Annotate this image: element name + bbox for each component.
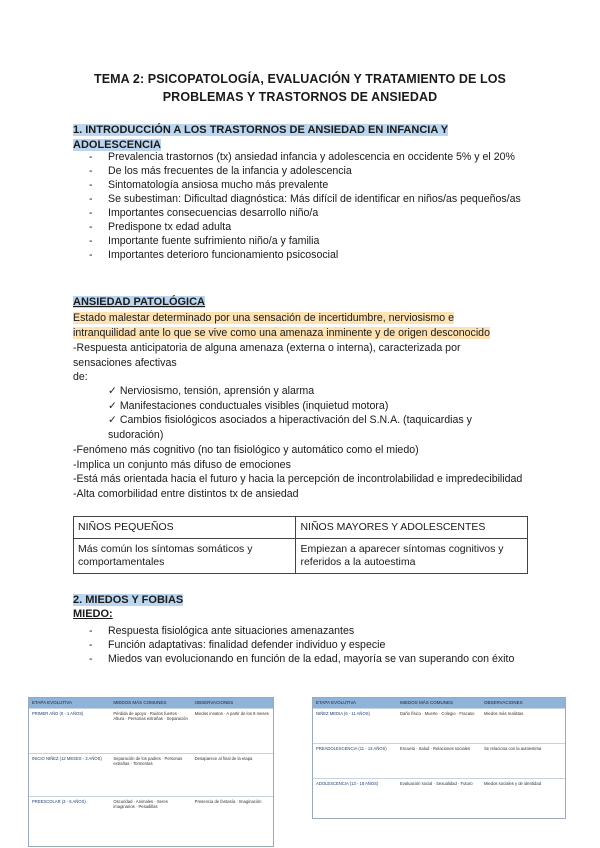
list-item: - Sintomatología ansiosa mucho más prevalente (73, 178, 533, 192)
table-cell: Más común los síntomas somáticos y comportamentales (74, 539, 296, 574)
definition-line-2: intranquilidad ante lo que se vive como una amenaza inminente y de origen desconocido (73, 326, 490, 339)
list-item: - Importantes deterioro funcionamiento psicosocial (73, 248, 533, 262)
thumb-cell: ADOLESCENCIA (13 - 18 AÑOS) (316, 781, 379, 786)
ansiedad-patologica-heading: ANSIEDAD PATOLÓGICA (73, 296, 206, 308)
thumb-cell: PREESCOLAR (3 - 6 AÑOS) (32, 799, 86, 804)
section-1-heading (73, 122, 533, 152)
table-row (29, 796, 273, 847)
list-item: - Respuesta fisiológica ante situaciones amenazantes (73, 624, 533, 638)
miedo-subheading: MIEDO: (73, 608, 113, 620)
thumb-header-cell: OBSERVACIONES (194, 700, 234, 705)
thumb-right-header (313, 698, 565, 708)
section-1-bullet-list (73, 150, 533, 262)
point-item: -Está más orientada hacia el futuro y hacia la percepción de incontrolabilidad e impredecibilidad (73, 473, 523, 485)
table-row (29, 753, 273, 796)
list-item: - Predispone tx edad adulta (73, 220, 533, 234)
thumb-cell: NIÑEZ MEDIA (6 - 11 AÑOS) (316, 711, 370, 716)
table-row (74, 539, 528, 574)
page-title (60, 70, 540, 106)
list-item: - Importantes consecuencias desarrollo niño/a (73, 206, 533, 220)
comparison-table (73, 516, 528, 574)
thumb-header-cell: ETAPA EVOLUTIVA (316, 700, 357, 705)
respuesta-line-3: de: (73, 371, 88, 383)
thumb-cell: Daño físico · Muerte · Colegio · Fracaso (400, 711, 475, 716)
thumb-cell: Escuela · Salud · Relaciones sociales (400, 746, 471, 751)
thumb-header-cell: ETAPA EVOLUTIVA (32, 700, 73, 705)
thumb-cell: Separación de los padres · Personas extrañas · Tormentas (113, 756, 183, 767)
point-item: -Alta comorbilidad entre distintos tx de ansiedad (73, 487, 299, 500)
title-line-2: PROBLEMAS Y TRASTORNOS DE ANSIEDAD (162, 90, 438, 104)
respuesta-anticipatoria (73, 341, 533, 385)
table-row (313, 708, 565, 743)
list-item: - Importante fuente sufrimiento niño/a y familia (73, 234, 533, 248)
table-row (313, 778, 565, 817)
thumb-cell: Evaluación social · Sexualidad · Futuro (400, 781, 473, 786)
table-header-row (74, 517, 528, 539)
table-header-cell: NIÑOS MAYORES Y ADOLESCENTES (296, 517, 528, 539)
title-line-1: TEMA 2: PSICOPATOLOGÍA, EVALUACIÓN Y TRATAMIENTO DE LOS (93, 72, 506, 86)
list-item: - Prevalencia trastornos (tx) ansiedad infancia y adolescencia en occidente 5% y el 20% (73, 150, 533, 164)
thumb-cell: Miedos sociales y de identidad (484, 781, 542, 786)
thumb-header-cell: OBSERVACIONES (484, 700, 523, 705)
list-item: - Se subestiman: Dificultad diagnóstica: Más difícil de identificar en niños/as pequeños/as (73, 192, 533, 206)
respuesta-line-1: -Respuesta anticipatoria de alguna amenaza (externa o interna), caracterizada por (73, 342, 461, 354)
thumb-header-cell: MIEDOS MÁS COMUNES (400, 700, 454, 705)
thumb-header-cell: MIEDOS MÁS COMUNES (113, 700, 167, 705)
miedos-table-image-right (312, 697, 566, 819)
thumb-cell: Se relaciona con la autoestima (484, 746, 542, 751)
table-row (313, 743, 565, 778)
thumb-cell: Oscuridad · Animales · Seres imaginarios · Pesadillas (113, 799, 168, 810)
thumb-cell: INICIO NIÑEZ (12 MESES - 3 AÑOS) (32, 756, 102, 761)
thumb-left-header (29, 698, 273, 708)
thumb-cell: Desaparece al final de la etapa (194, 756, 253, 761)
thumb-cell: PREADOLESCENCIA (11 - 13 AÑOS) (316, 746, 387, 751)
table-cell: Empiezan a aparecer síntomas cognitivos y referidos a la autoestima (296, 539, 528, 574)
check-item: ✓ Nerviosismo, tensión, aprensión y alarma (108, 384, 508, 399)
section-2-heading: 2. MIEDOS Y FOBIAS (73, 594, 184, 606)
section-1-heading-line-1: 1. INTRODUCCIÓN A LOS TRASTORNOS DE ANSIEDAD EN INFANCIA Y (73, 124, 449, 136)
point-item: -Fenómeno más cognitivo (no tan fisiológico y automático como el miedo) (73, 444, 419, 456)
thumb-cell: PRIMER AÑO (0 - 1 AÑOS) (32, 711, 84, 716)
thumb-cell: Miedos innatos · A partir de los 8 meses (194, 711, 269, 716)
thumb-cell: Pérdida de apoyo · Ruidos fuertes · Altura · Personas extrañas · Separación (113, 711, 188, 722)
check-item: ✓ Cambios fisiológicos asociados a hiperactivación del S.N.A. (taquicardias y sudoración) (108, 413, 508, 442)
table-row (29, 708, 273, 753)
miedos-table-image-left (28, 697, 274, 847)
thumb-cell: Miedos más realistas (484, 711, 524, 716)
section-2-bullet-list (73, 624, 533, 666)
ansiedad-points (73, 443, 533, 501)
list-item: - De los más frecuentes de la infancia y adolescencia (73, 164, 533, 178)
table-header-cell: NIÑOS PEQUEÑOS (74, 517, 296, 539)
section-1-heading-line-2: ADOLESCENCIA (73, 139, 162, 151)
check-list (108, 384, 508, 442)
thumb-cell: Presencia de fantasía · Imaginación (194, 799, 262, 804)
check-item: ✓ Manifestaciones conductuales visibles (inquietud motora) (108, 399, 508, 414)
ansiedad-definition (73, 311, 533, 340)
definition-line-1: Estado malestar determinado por una sensación de incertidumbre, nerviosismo e (73, 312, 454, 324)
respuesta-line-2: sensaciones afectivas (73, 356, 177, 369)
list-item: - Miedos van evolucionando en función de la edad, mayoría se van superando con éxito (73, 652, 533, 666)
point-item: -Implica un conjunto más difuso de emociones (73, 458, 291, 471)
list-item: - Función adaptativas: finalidad defender individuo y especie (73, 638, 533, 652)
